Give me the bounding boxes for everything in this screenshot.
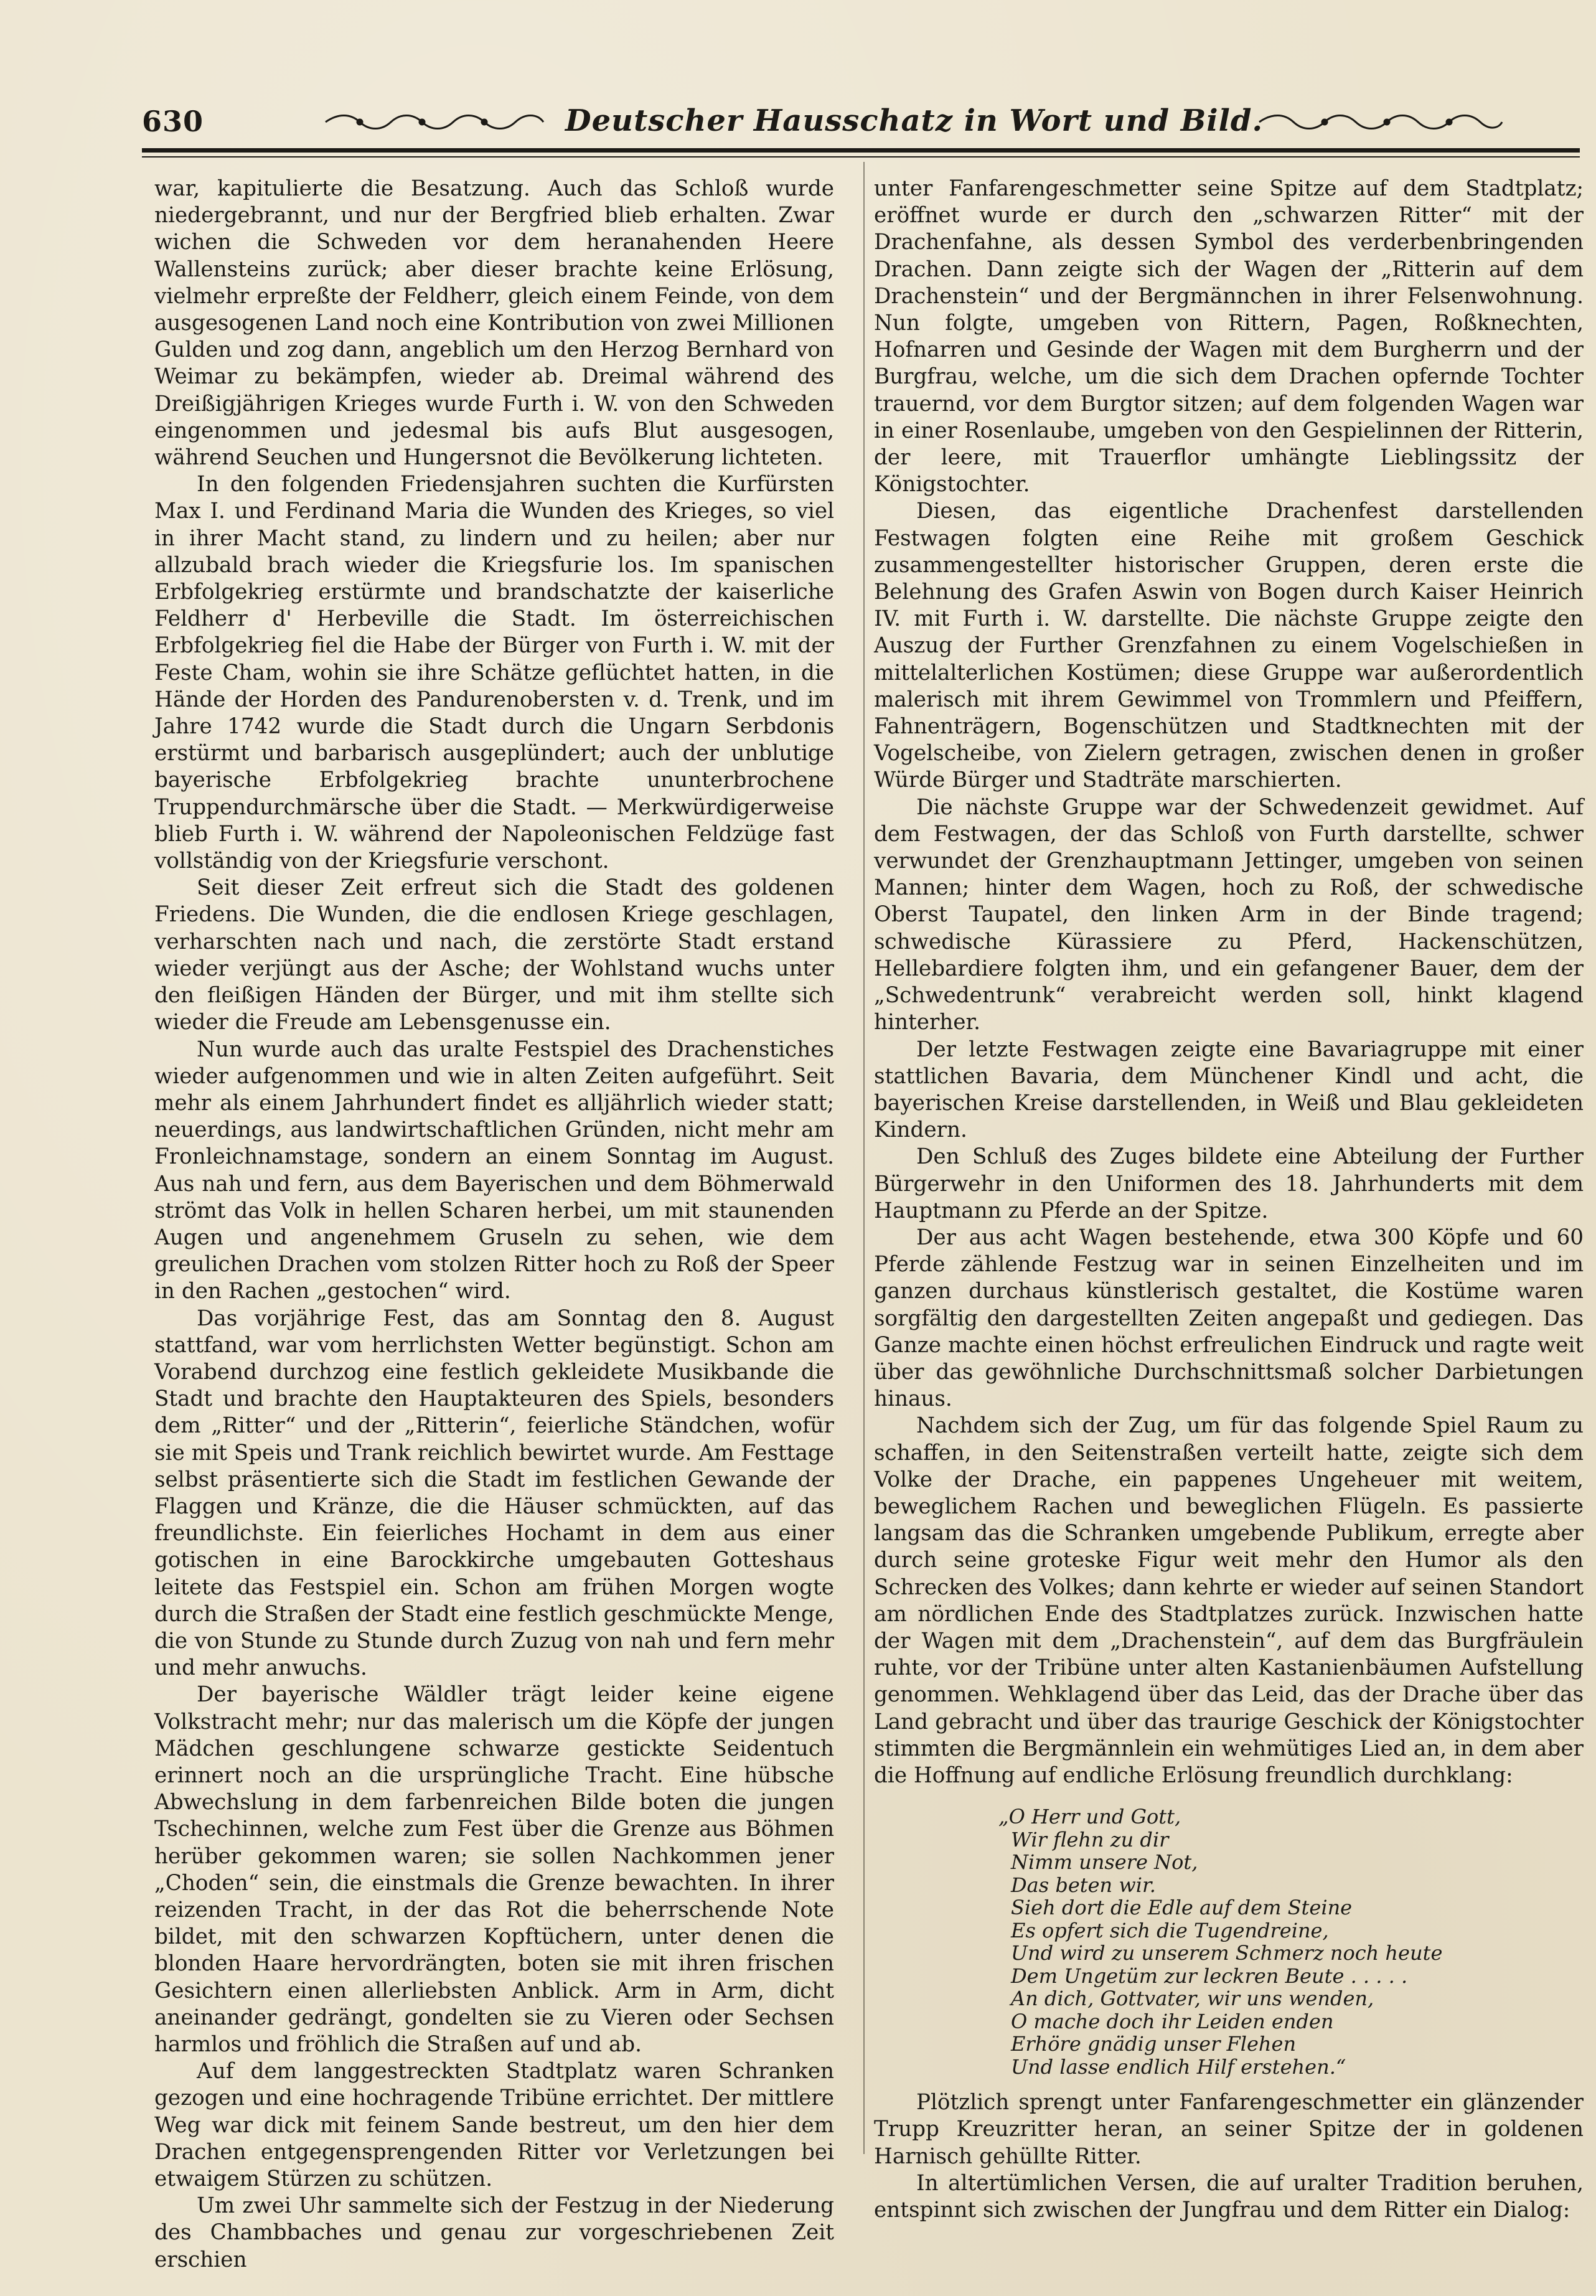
paragraph: Um zwei Uhr sammelte sich der Festzug in der Niederung des Chambbaches und genau zur vorgeschriebenen Zeit erschien (154, 2193, 834, 2272)
right-column (874, 176, 1584, 2224)
poem-line: Erhöre gnädig unser Flehen (1011, 2032, 1297, 2056)
poem-line: An dich, Gottvater, wir uns wenden, (1011, 1987, 1374, 2011)
running-title: Deutscher Hausschatz in Wort und Bild. (565, 103, 1264, 138)
column-divider (863, 162, 865, 2154)
paragraph: Der letzte Festwagen zeigte eine Bavariagruppe mit einer stattlichen Bavaria, dem Münchener Kindl und acht, die bayerischen Kreise darstellenden, in Weiß und Blau gekleideten Kindern. (874, 1037, 1584, 1143)
page-header (142, 105, 1387, 143)
left-column (154, 176, 834, 2274)
poem-line: Nimm unsere Not, (1011, 1850, 1198, 1875)
page-number: 630 (142, 105, 204, 138)
paragraph: Die nächste Gruppe war der Schwedenzeit gewidmet. Auf dem Festwagen, der das Schloß von Furth darstellte, schwer verwundet der Grenzhauptmann Jettinger, umgeben von seinen Mannen; hinter dem Wagen, hoch zu Roß, der schwedische Oberst Taupatel, den linken Arm in der Binde tragend; schwedische Kürassiere zu Pferd, Hackenschützen, Hellebardiere folgten ihm, und ein gefangener Bauer, dem der „Schwedentrunk“ verabreicht werden soll, hinkt klagend hinterher. (874, 794, 1584, 1035)
poem-line: Wir flehn zu dir (1011, 1827, 1169, 1851)
paragraph: Der aus acht Wagen bestehende, etwa 300 Köpfe und 60 Pferde zählende Festzug war in seinen Einzelheiten und im ganzen durchaus künstlerisch gestaltet, die Kostüme waren sorgfältig den dargestellten Zeiten angepaßt und gediegen. Das Ganze machte einen höchst erfreulichen Eindruck und ragte weit über das gewöhnliche Durchschnittsmaß solcher Darbietungen hinaus. (874, 1225, 1584, 1412)
ornament-flourish-right-icon (1256, 112, 1505, 132)
poem (998, 1805, 1584, 2078)
paragraph: Diesen, das eigentliche Drachenfest darstellenden Festwagen folgten eine Reihe mit großem Geschick zusammengestellter historischer Gruppen, deren erste die Belehnung des Grafen Aswin von Bogen durch Kaiser Heinrich IV. mit Furth i. W. darstellte. Die nächste Gruppe zeigte den Auszug der Further Grenzfahnen zu einem Vogelschießen in mittelalterlichen Kostümen; diese Gruppe war außerordentlich malerisch mit ihrem Gewimmel von Trommlern und Pfeiffern, Fahnenträgern, Bogenschützen und Stadtknechten mit der Vogelscheibe, von Zielern getragen, zwischen denen in großer Würde Bürger und Stadträte marschierten. (874, 499, 1584, 793)
poem-line: Und wird zu unserem Schmerz noch heute (1011, 1941, 1443, 1965)
ornament-flourish-left-icon (322, 112, 547, 132)
poem-line: Sieh dort die Edle auf dem Steine (1011, 1896, 1353, 1920)
paragraph: Das vorjährige Fest, das am Sonntag den 8. August stattfand, war vom herrlichsten Wetter begünstigt. Schon am Vorabend durchzog eine festlich gekleidete Musikbande die Stadt und brachte den Hauptakteuren des Spiels, besonders dem „Ritter“ und der „Ritterin“, feierliche Ständchen, wofür sie mit Speis und Trank reichlich bewirtet wurde. Am Festtage selbst präsentierte sich die Stadt im festlichen Gewande der Flaggen und Kränze, die die Häuser schmückten, auf das freundlichste. Ein feierliches Hochamt in dem aus einer gotischen in eine Barockkirche umgebauten Gotteshaus leitete das Festspiel ein. Schon am frühen Morgen wogte durch die Straßen der Stadt eine festlich geschmückte Menge, die von Stunde zu Stunde durch Zuzug von nah und fern mehr und mehr anwuchs. (154, 1306, 834, 1681)
poem-line: O mache doch ihr Leiden enden (1011, 2009, 1334, 2033)
paragraph: In altertümlichen Versen, die auf uralter Tradition beruhen, entspinnt sich zwischen der Jungfrau und dem Ritter ein Dialog: (874, 2170, 1584, 2223)
paragraph: Seit dieser Zeit erfreut sich die Stadt des goldenen Friedens. Die Wunden, die die endlosen Kriege geschlagen, verharschten nach und nach, die zerstörte Stadt erstand wieder verjüngt aus der Asche; der Wohlstand wuchs unter den fleißigen Händen der Bürger, und mit ihm stellte sich wieder die Freude am Lebensgenusse ein. (154, 875, 834, 1035)
paragraph: Auf dem langgestreckten Stadtplatz waren Schranken gezogen und eine hochragende Tribüne errichtet. Der mittlere Weg war dick mit feinem Sande bestreut, um den hier dem Drachen entgegensprengenden Ritter vor Verletzungen bei etwaigem Stürzen zu schützen. (154, 2059, 834, 2192)
paragraph: war, kapitulierte die Besatzung. Auch das Schloß wurde niedergebrannt, und nur der Bergfried blieb erhalten. Zwar wichen die Schweden vor dem heranahenden Heere Wallensteins zurück; aber dieser brachte keine Erlösung, vielmehr erpreßte der Feldherr, gleich einem Feinde, von dem ausgesogenen Land noch eine Kontribution von zwei Millionen Gulden und zog dann, angeblich um den Herzog Bernhard von Weimar zu bekämpfen, wieder ab. Dreimal während des Dreißigjährigen Krieges wurde Furth i. W. von den Schweden eingenommen und jedesmal bis aufs Blut ausgesogen, während Seuchen und Hungersnot die Bevölkerung lichteten. (154, 176, 834, 471)
poem-line: Es opfert sich die Tugendreine, (1011, 1918, 1329, 1942)
paragraph: unter Fanfarengeschmetter seine Spitze auf dem Stadtplatz; eröffnet wurde er durch den „schwarzen Ritter“ mit der Drachenfahne, als dessen Symbol des verderbenbringenden Drachen. Dann zeigte sich der Wagen der „Ritterin auf dem Drachenstein“ und der Bergmännchen in ihrer Felsenwohnung. Nun folgte, umgeben von Rittern, Pagen, Roßknechten, Hofnarren und Gesinde der Wagen mit dem Burgherrn und der Burgfrau, welche, um die sich dem Drachen opfernde Tochter trauernd, vor dem Burgtor sitzen; auf dem folgenden Wagen war in einer Rosenlaube, umgeben von den Gespielinnen der Ritterin, der leere, mit Trauerflor umhängte Lieblingssitz der Königstochter. (874, 176, 1584, 497)
paragraph: Nun wurde auch das uralte Festspiel des Drachenstiches wieder aufgenommen und wie in alten Zeiten aufgeführt. Seit mehr als einem Jahrhundert findet es alljährlich wieder statt; neuerdings, aus landwirtschaftlichen Gründen, nicht mehr am Fronleichnamstage, sondern an einem Sonntag im August. Aus nah und fern, aus dem Bayerischen und dem Böhmerwald strömt das Volk in hellen Scharen herbei, um mit staunenden Augen und angenehmem Gruseln zu sehen, wie dem greulichen Drachen vom stolzen Ritter hoch zu Roß der Speer in den Rachen „gestochen“ wird. (154, 1037, 834, 1304)
header-rule-thick (142, 148, 1580, 153)
poem-line: Das beten wir. (1011, 1873, 1156, 1897)
paragraph: Nachdem sich der Zug, um für das folgende Spiel Raum zu schaffen, in den Seitenstraßen verteilt hatte, zeigte sich dem Volke der Drache, ein pappenes Ungeheuer mit weitem, beweglichem Rachen und beweglichen Flügeln. Es passierte langsam das die Schranken umgebende Publikum, erregte aber durch seine groteske Figur weit mehr den Humor als den Schrecken des Volkes; dann kehrte er wieder auf seinen Standort am nördlichen Ende des Stadtplatzes zurück. Inzwischen hatte der Wagen mit dem „Drachenstein“, auf dem das Burgfräulein ruhte, vor der Tribüne unter alten Kastanienbäumen Aufstellung genommen. Wehklagend über das Leid, das der Drache über das Land gebracht und über das traurige Geschick der Königstochter stimmten die Bergmännlein ein wehmütiges Lied an, in dem aber die Hoffnung auf endliche Erlösung freundlich durchklang: (874, 1413, 1584, 1788)
paragraph: Den Schluß des Zuges bildete eine Abteilung der Further Bürgerwehr in den Uniformen des 18. Jahrhunderts mit dem Hauptmann zu Pferde an der Spitze. (874, 1144, 1584, 1223)
paragraph: In den folgenden Friedensjahren suchten die Kurfürsten Max I. und Ferdinand Maria die Wunden des Krieges, so viel in ihrer Macht stand, zu lindern und zu heilen; aber nur allzubald brach wieder die Kriegsfurie los. Im spanischen Erbfolgekrieg erstürmte und brandschatzte der kaiserliche Feldherr d' Herbeville die Stadt. Im österreichischen Erbfolgekrieg fiel die Habe der Bürger von Furth i. W. mit der Feste Cham, wohin sie ihre Schätze geflüchtet hatten, in die Hände der Horden des Pandurenobersten v. d. Trenk, und im Jahre 1742 wurde die Stadt durch die Ungarn Serbdonis erstürmt und barbarisch ausgeplündert; auch der unblutige bayerische Erbfolgekrieg brachte ununterbrochene Truppendurchmärsche über die Stadt. — Merkwürdigerweise blieb Furth i. W. während der Napoleonischen Feldzüge fast vollständig von der Kriegsfurie verschont. (154, 472, 834, 874)
paragraph: Plötzlich sprengt unter Fanfarengeschmetter ein glänzender Trupp Kreuzritter heran, an seiner Spitze der in goldenen Harnisch gehüllte Ritter. (874, 2090, 1584, 2169)
poem-line: „O Herr und Gott, (998, 1805, 1181, 1829)
poem-line: Dem Ungetüm zur leckren Beute . . . . . (1011, 1964, 1408, 1988)
poem-line: Und lasse endlich Hilf erstehen.“ (1011, 2054, 1346, 2079)
header-rule-thin (142, 156, 1580, 158)
paragraph: Der bayerische Wäldler trägt leider keine eigene Volkstracht mehr; nur das malerisch um die Köpfe der jungen Mädchen geschlungene schwarze gestickte Seidentuch erinnert noch an die ursprüngliche Tracht. Eine hübsche Abwechslung in dem farbenreichen Bilde boten die jungen Tschechinnen, welche zum Fest über die Grenze aus Böhmen herüber gekommen waren; sie sollen Nachkommen jener „Choden“ sein, die einstmals die Grenze bewachten. In ihrer reizenden Tracht, in der das Rot die beherrschende Note bildet, mit den schwarzen Kopftüchern, unter denen die blonden Haare hervordrängten, boten sie mit ihren frischen Gesichtern einen allerliebsten Anblick. Arm in Arm, dicht aneinander gedrängt, gondelten sie zu Vieren oder Sechsen harmlos und fröhlich die Straßen auf und ab. (154, 1682, 834, 2058)
